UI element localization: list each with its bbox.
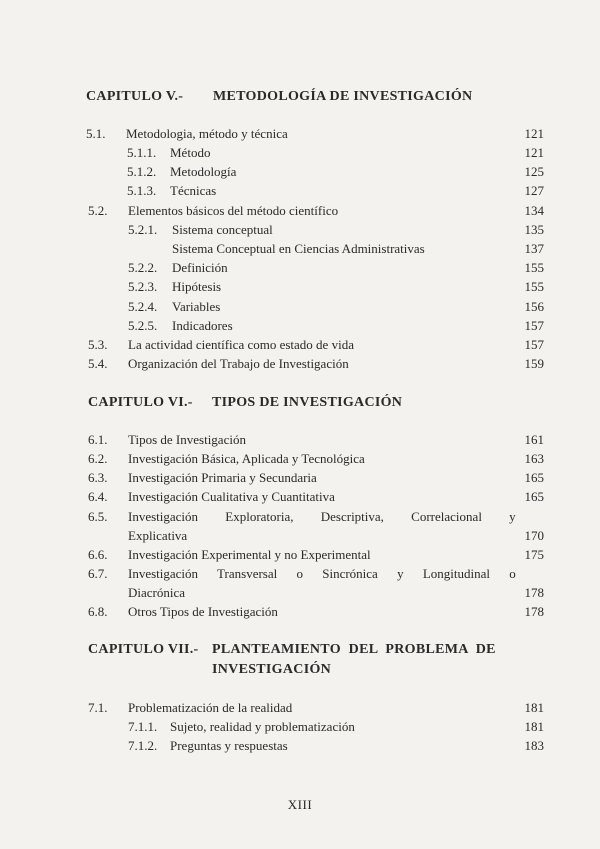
toc-entry <box>0 507 600 526</box>
toc-entry <box>0 717 600 736</box>
entry-page: 121 <box>524 145 544 160</box>
entry-title: Sistema Conceptual en Ciencias Administrativas <box>172 241 425 256</box>
entry-number: 5.3. <box>88 337 108 352</box>
chapter-7-title-line-1: PLANTEAMIENTO DEL PROBLEMA DE <box>212 642 496 657</box>
entry-page: 183 <box>524 738 544 753</box>
entry-page: 157 <box>524 318 544 333</box>
entry-title: Investigación Transversal o Sincrónica y Longitudinal o <box>128 566 516 581</box>
toc-entry <box>0 354 600 373</box>
toc-entry <box>0 583 600 602</box>
entry-page: 137 <box>524 241 544 256</box>
entry-page: 127 <box>524 183 544 198</box>
toc-entry <box>0 220 600 239</box>
entry-number: 5.2.3. <box>128 279 158 294</box>
entry-title: Investigación Primaria y Secundaria <box>128 470 317 485</box>
toc-entry <box>0 143 600 162</box>
entry-title: Investigación Experimental y no Experimental <box>128 547 371 562</box>
entry-number: 5.2.4. <box>128 299 158 314</box>
chapter-7-label: CAPITULO VII.- <box>88 642 199 657</box>
toc-entry <box>0 239 600 258</box>
entry-number: 6.4. <box>88 489 108 504</box>
entry-number: 5.1.1. <box>127 145 157 160</box>
entry-number: 5.1. <box>86 126 106 141</box>
entry-page: 135 <box>524 222 544 237</box>
toc-entry <box>0 449 600 468</box>
entry-number: 6.8. <box>88 604 108 619</box>
entry-page: 165 <box>524 489 544 504</box>
entry-number: 5.4. <box>88 356 108 371</box>
entry-title: Hipótesis <box>172 279 222 294</box>
chapter-6-label: CAPITULO VI.- <box>88 395 193 410</box>
entry-title: Investigación Básica, Aplicada y Tecnológica <box>128 451 365 466</box>
toc-entry <box>0 526 600 545</box>
entry-number: 5.2.5. <box>128 318 158 333</box>
toc-entry <box>0 545 600 564</box>
entry-title: Organización del Trabajo de Investigación <box>128 356 349 371</box>
entry-title: Diacrónica <box>128 585 186 600</box>
entry-number: 6.1. <box>88 432 108 447</box>
entry-page: 157 <box>524 337 544 352</box>
toc-entry <box>0 162 600 181</box>
entry-title: La actividad científica como estado de vida <box>128 337 354 352</box>
toc-entry <box>0 316 600 335</box>
entry-title: Indicadores <box>172 318 233 333</box>
entry-page: 121 <box>524 126 544 141</box>
entry-title: Problematización de la realidad <box>128 700 293 715</box>
toc-entry <box>0 335 600 354</box>
toc-entry <box>0 201 600 220</box>
entry-title: Otros Tipos de Investigación <box>128 604 278 619</box>
entry-page: 175 <box>524 547 544 562</box>
entry-number: 5.2.2. <box>128 260 158 275</box>
entry-title: Investigación Exploratoria, Descriptiva, Correlacional y <box>128 509 516 524</box>
chapter-6-title: TIPOS DE INVESTIGACIÓN <box>212 395 403 410</box>
toc-entry <box>0 564 600 583</box>
entry-number: 6.6. <box>88 547 108 562</box>
entry-page: 181 <box>524 719 544 734</box>
page-number: XIII <box>287 797 313 812</box>
toc-entry <box>0 181 600 200</box>
entry-page: 159 <box>524 356 544 371</box>
entry-page: 178 <box>524 604 544 619</box>
entry-title: Definición <box>172 260 228 275</box>
toc-entry <box>0 736 600 755</box>
entry-title: Metodologia, método y técnica <box>126 126 288 141</box>
toc-entry <box>0 277 600 296</box>
entry-title: Metodología <box>170 164 237 179</box>
toc-entry <box>0 258 600 277</box>
chapter-5-label: CAPITULO V.- <box>86 89 184 104</box>
toc-entry <box>0 602 600 621</box>
toc-entry <box>0 487 600 506</box>
entry-title: Método <box>170 145 211 160</box>
entry-title: Variables <box>172 299 221 314</box>
entry-number: 5.2.1. <box>128 222 158 237</box>
entry-title: Preguntas y respuestas <box>170 738 288 753</box>
entry-title: Investigación Cualitativa y Cuantitativa <box>128 489 335 504</box>
toc-entry <box>0 430 600 449</box>
entry-number: 5.2. <box>88 203 108 218</box>
entry-title: Sistema conceptual <box>172 222 273 237</box>
entry-number: 7.1.1. <box>128 719 158 734</box>
entry-title: Elementos básicos del método científico <box>128 203 339 218</box>
entry-title: Tipos de Investigación <box>128 432 246 447</box>
entry-page: 125 <box>524 164 544 179</box>
entry-number: 5.1.3. <box>127 183 157 198</box>
entry-number: 6.2. <box>88 451 108 466</box>
entry-title: Explicativa <box>128 528 188 543</box>
entry-page: 163 <box>524 451 544 466</box>
entry-number: 5.1.2. <box>127 164 157 179</box>
toc-entry <box>0 698 600 717</box>
entry-page: 161 <box>524 432 544 447</box>
entry-page: 134 <box>524 203 544 218</box>
toc-entry <box>0 468 600 487</box>
chapter-5-title: METODOLOGÍA DE INVESTIGACIÓN <box>213 89 473 104</box>
toc-entry <box>0 124 600 143</box>
entry-number: 7.1.2. <box>128 738 158 753</box>
entry-number: 7.1. <box>88 700 108 715</box>
entry-page: 181 <box>524 700 544 715</box>
entry-page: 178 <box>524 585 544 600</box>
entry-page: 165 <box>524 470 544 485</box>
entry-number: 6.7. <box>88 566 108 581</box>
entry-number: 6.5. <box>88 509 108 524</box>
chapter-7-title-line-2: INVESTIGACIÓN <box>212 662 332 677</box>
entry-title: Técnicas <box>170 183 217 198</box>
entry-page: 155 <box>524 260 544 275</box>
entry-page: 156 <box>524 299 544 314</box>
toc-entry <box>0 297 600 316</box>
entry-page: 170 <box>524 528 544 543</box>
entry-number: 6.3. <box>88 470 108 485</box>
entry-title: Sujeto, realidad y problematización <box>170 719 355 734</box>
entry-page: 155 <box>524 279 544 294</box>
